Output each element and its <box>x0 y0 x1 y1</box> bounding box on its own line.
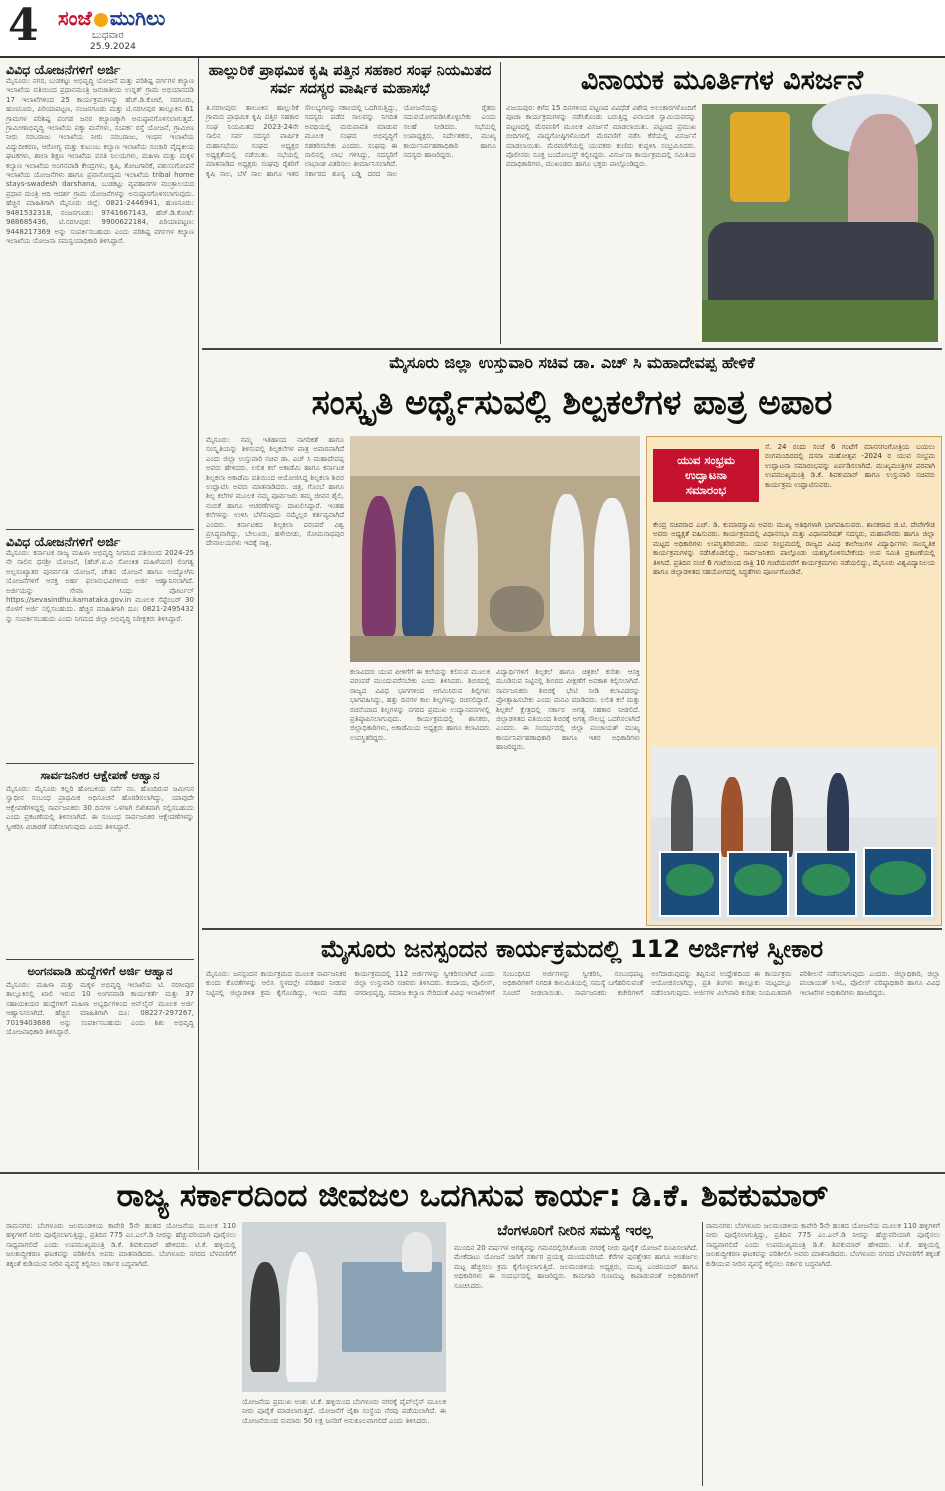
person <box>550 494 584 636</box>
ground <box>702 300 938 342</box>
section-divider <box>202 348 942 350</box>
event-poster <box>659 851 721 917</box>
water-headline: ರಾಜ್ಯ ಸರ್ಕಾರದಿಂದ ಜೀವಜಲ ಒದಗಿಸುವ ಕಾರ್ಯ: ಡಿ.ಕೆ. ಶಿವಕುಮಾರ್ <box>116 1178 829 1214</box>
person <box>721 777 743 857</box>
sculpture-kicker: ಮೈಸೂರು ಜಿಲ್ಲಾ ಉಸ್ತುವಾರಿ ಸಚಿವ ಡಾ. ಎಚ್ ಸಿ ಮಹಾದೇವಪ್ಪ ಹೇಳಿಕೆ <box>389 353 755 372</box>
cooperative-story <box>204 62 496 98</box>
left-block3-body: ಮೈಸೂರು: ಮೈಸೂರು ಕಲ್ಲರಿ ಹೋಬಳಿಯ ಸರ್ವೆ ನಂ. ಹೊಂದಿರುವ ಜಮೀನಿನ ಸ್ವಾಧೀನ ಸಂಬಂಧ ಪ್ರಾಥಮಿಕ ಅಧಿಸೂಚನೆ ಹೊರಡಿಸಲಾಗಿದ್ದು, ಯಾವುದೇ ಆಕ್ಷೇಪಣೆಗಳಿದ್ದಲ್ಲಿ ಸಾರ್ವಜನಿಕರು 30 ದಿನಗಳ ಒಳಗಾಗಿ ಲಿಖಿತವಾಗಿ ಸಲ್ಲಿಸಬಹುದು ಎಂದು ಪ್ರಕಟಣೆಯಲ್ಲಿ ತಿಳಿಸಲಾಗಿದೆ. ಈ ಸಂಬಂಧ ಸಾರ್ವಜನಿಕರ ಆಕ್ಷೇಪಣೆಗಳನ್ನು ಸ್ವೀಕರಿಸಿ ವಿಚಾರಣೆ ನಡೆಸಲಾಗುವುದು ಎಂದು ತಿಳಿಸಿದ್ದಾರೆ. <box>6 785 197 831</box>
vinayaka-body: ವಿಜಯಪುರ: ಕಳೆದ 15 ದಿನಗಳಿಂದ ಪಟ್ಟಣದ ವಿವಿಧೆಡೆ ವಿಶೇಷ ಅಲಂಕಾರಗಳೊಂದಿಗೆ ಪೂಜಾ ಕಾರ್ಯಕ್ರಮಗಳನ್ನು ನಡೆಸಿಕೊಂಡು ಬರುತ್ತಿದ್ದ ವಿನಾಯಕ ಸ್ವಾಮಿಯವರನ್ನು ಪಟ್ಟಣದಲ್ಲಿ ಮೆರವಣಿಗೆ ಮೂಲಕ ವಿಸರ್ಜನೆ ಮಾಡಲಾಯಿತು. ಪಟ್ಟಣದ ಪ್ರಮುಖ ಬೀದಿಗಳಲ್ಲಿ ವಾದ್ಯಗೋಷ್ಠಿಗಳೊಂದಿಗೆ ಮೆರವಣಿಗೆ ನಡೆಸಿ ಕೆರೆಯಲ್ಲಿ ವಿಸರ್ಜನೆ ಮಾಡಲಾಯಿತು. ಮೆರವಣಿಗೆಯಲ್ಲಿ ಯುವಕರು ಕುಣಿದು ಕುಪ್ಪಳಿಸಿ ಸಂಭ್ರಮಿಸಿದರು. ಪೊಲೀಸರು ಸೂಕ್ತ ಬಂದೋಬಸ್ತ್ ಕಲ್ಪಿಸಿದ್ದರು. ವಿಸರ್ಜನಾ ಕಾರ್ಯಕ್ರಮದಲ್ಲಿ ಸಮಿತಿಯ ಪದಾಧಿಕಾರಿಗಳು, ಮುಖಂಡರು ಹಾಗೂ ಭಕ್ತರು ಪಾಲ್ಗೊಂಡಿದ್ದರು. <box>506 104 699 169</box>
janaspandana-headline: ಮೈಸೂರು ಜನಸ್ಪಂದನ ಕಾರ್ಯಕ್ರಮದಲ್ಲಿ 112 ಅರ್ಜಿಗಳ ಸ್ವೀಕಾರ <box>320 935 824 963</box>
left-block4-body: ಮೈಸೂರು: ಮಹಿಳಾ ಮತ್ತು ಮಕ್ಕಳ ಅಭಿವೃದ್ಧಿ ಇಲಾಖೆಯ ಟಿ. ನರಸೀಪುರ ತಾಲ್ಲೂಕಿನಲ್ಲಿ ಖಾಲಿ ಇರುವ 10 ಅಂಗನವಾಡಿ ಕಾರ್ಯಕರ್ತೆ ಮತ್ತು 37 ಸಹಾಯಕಿಯರ ಹುದ್ದೆಗಳಿಗೆ ಮಹಿಳಾ ಅಭ್ಯರ್ಥಿಗಳಿಂದ ಆನ್‌ಲೈನ್ ಮೂಲಕ ಅರ್ಜಿ ಆಹ್ವಾನಿಸಲಾಗಿದೆ. ಹೆಚ್ಚಿನ ಮಾಹಿತಿಗಾಗಿ ದೂ: 08227-297267, 7019403686 ಅನ್ನು ಸಂಪರ್ಕಿಸಬಹುದು ಎಂದು ಶಿಶು ಅಭಿವೃದ್ಧಿ ಯೋಜನಾಧಿಕಾರಿ ತಿಳಿಸಿದ್ದಾರೆ. <box>6 981 197 1037</box>
water-body-right: ಮುಂದಿನ 20 ವರ್ಷಗಳ ಅಗತ್ಯವನ್ನು ಗಮನದಲ್ಲಿರಿಸಿಕೊಂಡು ನಗರಕ್ಕೆ ನೀರು ಪೂರೈಕೆ ಯೋಜನೆ ರೂಪಿಸಲಾಗಿದೆ. ಮೇಕೆದಾಟು ಯೋಜನೆ ಜಾರಿಗೆ ಸರ್ಕಾರ ಪ್ರಯತ್ನ ಮುಂದುವರಿಸಿದೆ. ಕೆರೆಗಳ ಪುನಶ್ಚೇತನ ಹಾಗೂ ಅಂತರ್ಜಲ ಮಟ್ಟ ಹೆಚ್ಚಿಸಲು ಕ್ರಮ ಕೈಗೊಳ್ಳಲಾಗುತ್ತಿದೆ. ಜಲಮಂಡಳಿಯ ಅಧ್ಯಕ್ಷರು, ಮುಖ್ಯ ಎಂಜಿನಿಯರ್ ಹಾಗೂ ಅಧಿಕಾರಿಗಳು ಈ ಸಂದರ್ಭದಲ್ಲಿ ಹಾಜರಿದ್ದರು. ಕಾಮಗಾರಿ ಗುಣಮಟ್ಟ ಕಾಪಾಡುವಂತೆ ಅಧಿಕಾರಿಗಳಿಗೆ ಸೂಚಿಸಿದರು. <box>454 1244 701 1290</box>
person <box>402 1232 432 1272</box>
event-poster <box>795 851 857 917</box>
event-poster <box>863 847 933 917</box>
shivakumar-inspection-photo <box>242 1222 446 1392</box>
person <box>286 1252 318 1382</box>
ganesha-immersion-photo <box>702 104 938 342</box>
divider <box>6 959 194 960</box>
column-divider <box>500 62 501 344</box>
poster-release-photo <box>651 747 937 921</box>
badge-line-3: ಸಮಾರಂಭ <box>685 483 727 497</box>
display-board <box>342 1262 442 1352</box>
water-body-left: ರಾಮನಗರ: ಬೆಂಗಳೂರು ಜಲಮಂಡಳಿಯ ಕಾವೇರಿ 5ನೇ ಹಂತದ ಯೋಜನೆಯ ಮೂಲಕ 110 ಹಳ್ಳಿಗಳಿಗೆ ನೀರು ಪೂರೈಸಲಾಗುತ್ತಿದ್ದು, ಪ್ರತಿದಿನ 775 ಎಂ.ಎಲ್.ಡಿ ನೀರನ್ನು ಹೆಚ್ಚುವರಿಯಾಗಿ ಪೂರೈಸಲು ಸಾಧ್ಯವಾಗಲಿದೆ ಎಂದು ಉಪಮುಖ್ಯಮಂತ್ರಿ ಡಿ.ಕೆ. ಶಿವಕುಮಾರ್ ಹೇಳಿದರು. ಟಿ.ಕೆ. ಹಳ್ಳಿಯಲ್ಲಿ ಜಲಶುದ್ಧೀಕರಣ ಘಟಕವನ್ನು ಪರಿಶೀಲಿಸಿ ಅವರು ಮಾತನಾಡಿದರು. ಬೆಂಗಳೂರು ನಗರದ ಬೆಳವಣಿಗೆಗೆ ತಕ್ಕಂತೆ ಕುಡಿಯುವ ನೀರಿನ ವ್ಯವಸ್ಥೆ ಕಲ್ಪಿಸಲು ಸರ್ಕಾರ ಬದ್ಧವಾಗಿದೆ. <box>6 1222 239 1268</box>
water-body-continued: ರಾಮನಗರ: ಬೆಂಗಳೂರು ಜಲಮಂಡಳಿಯ ಕಾವೇರಿ 5ನೇ ಹಂತದ ಯೋಜನೆಯ ಮೂಲಕ 110 ಹಳ್ಳಿಗಳಿಗೆ ನೀರು ಪೂರೈಸಲಾಗುತ್ತಿದ್ದು, ಪ್ರತಿದಿನ 775 ಎಂ.ಎಲ್.ಡಿ ನೀರನ್ನು ಹೆಚ್ಚುವರಿಯಾಗಿ ಪೂರೈಸಲು ಸಾಧ್ಯವಾಗಲಿದೆ ಎಂದು ಉಪಮುಖ್ಯಮಂತ್ರಿ ಡಿ.ಕೆ. ಶಿವಕುಮಾರ್ ಹೇಳಿದರು. ಟಿ.ಕೆ. ಹಳ್ಳಿಯಲ್ಲಿ ಜಲಶುದ್ಧೀಕರಣ ಘಟಕವನ್ನು ಪರಿಶೀಲಿಸಿ ಅವರು ಮಾತನಾಡಿದರು. ಬೆಂಗಳೂರು ನಗರದ ಬೆಳವಣಿಗೆಗೆ ತಕ್ಕಂತೆ ಕುಡಿಯುವ ನೀರಿನ ವ್ಯವಸ್ಥೆ ಕಲ್ಪಿಸಲು ಸರ್ಕಾರ ಬದ್ಧವಾಗಿದೆ. <box>706 1222 943 1268</box>
issue-day: ಬುಧವಾರ <box>92 30 124 41</box>
left-block2-title: ವಿವಿಧ ಯೋಜನೆಗಳಿಗೆ ಅರ್ಜಿ <box>6 534 121 549</box>
badge-line-2: ಉದ್ಘಾಟನಾ <box>685 468 727 482</box>
person <box>827 773 849 855</box>
sculpture-headline: ಸಂಸ್ಕೃತಿ ಅರ್ಥೈಸುವಲ್ಲಿ ಶಿಲ್ಪಕಲೆಗಳ ಪಾತ್ರ ಅಪಾರ <box>311 383 833 423</box>
crowd <box>708 222 934 302</box>
section-divider <box>202 928 942 930</box>
cooperative-body: ತಿ.ನರಸೀಪುರ: ತಾಲೂಕಿನ ಹಾಲ್ಲುರಿಕೆ ಗ್ರಾಮದ ಪ್ರಾಥಮಿಕ ಕೃಷಿ ಪತ್ತಿನ ಸಹಕಾರ ಸಂಘ ನಿಯಮಿತದ 2023-24ನೇ ಸಾಲಿನ ಸರ್ವ ಸದಸ್ಯರ ವಾರ್ಷಿಕ ಮಹಾಸಭೆಯು ಸಂಘದ ಅಧ್ಯಕ್ಷರ ಅಧ್ಯಕ್ಷತೆಯಲ್ಲಿ ನಡೆಯಿತು. ಸಭೆಯಲ್ಲಿ ಮಾತನಾಡಿದ ಅಧ್ಯಕ್ಷರು ಸಂಘವು ರೈತರಿಗೆ ಕೃಷಿ ಸಾಲ, ಬೆಳೆ ಸಾಲ ಹಾಗೂ ಇತರ ಸೌಲಭ್ಯಗಳನ್ನು ಸಕಾಲದಲ್ಲಿ ಒದಗಿಸುತ್ತಿದ್ದು, ಸದಸ್ಯರು ಪಡೆದ ಸಾಲವನ್ನು ನಿಗದಿತ ಅವಧಿಯಲ್ಲಿ ಮರುಪಾವತಿ ಮಾಡುವ ಮೂಲಕ ಸಂಘದ ಅಭಿವೃದ್ಧಿಗೆ ಸಹಕರಿಸಬೇಕು ಎಂದರು. ಸಂಘವು ಈ ಸಾಲಿನಲ್ಲಿ ಲಾಭ ಗಳಿಸಿದ್ದು, ಸದಸ್ಯರಿಗೆ ಲಾಭಾಂಶ ವಿತರಿಸಲು ತೀರ್ಮಾನಿಸಲಾಗಿದೆ. ಸರ್ಕಾರದ ಶೂನ್ಯ ಬಡ್ಡಿ ದರದ ಸಾಲ ಯೋಜನೆಯನ್ನು ರೈತರು ಸದುಪಯೋಗಪಡಿಸಿಕೊಳ್ಳಬೇಕು ಎಂದು ಸಲಹೆ ನೀಡಿದರು. ಸಭೆಯಲ್ಲಿ ಉಪಾಧ್ಯಕ್ಷರು, ನಿರ್ದೇಶಕರು, ಮುಖ್ಯ ಕಾರ್ಯನಿರ್ವಹಣಾಧಿಕಾರಿ ಹಾಗೂ ಸದಸ್ಯರು ಹಾಜರಿದ್ದರು. <box>206 104 499 178</box>
brand-part-2: ಮುಗಿಲು <box>109 6 166 30</box>
newspaper-brand <box>58 6 165 30</box>
youth-event-intro: ಸೆ. 24 ರಂದು ಸಂಜೆ 6 ಗಂಟೆಗೆ ಮಾನಸಗಂಗೋತ್ರಿಯ ಬಯಲು ರಂಗಮಂದಿರದಲ್ಲಿ ದಸರಾ ಮಹೋತ್ಸವ -2024 ರ ಯುವ ಸಂಭ್ರಮ ಉದ್ಘಾಟನಾ ಸಮಾರಂಭವನ್ನು ಏರ್ಪಡಿಸಲಾಗಿದೆ. ಮುಖ್ಯಮಂತ್ರಿಗಳ ಪರವಾಗಿ ಉಪಮುಖ್ಯಮಂತ್ರಿ ಡಿ.ಕೆ. ಶಿವಕುಮಾರ್ ಹಾಗೂ ಉಸ್ತುವಾರಿ ಸಚಿವರು ಕಾರ್ಯಕ್ರಮ ಉದ್ಘಾಟಿಸುವರು. <box>765 443 938 489</box>
section-divider <box>0 1172 945 1174</box>
sculpture-body-right: ವಿದ್ಯಾರ್ಥಿಗಳಿಗೆ ಶಿಲ್ಪಕಲೆ ಹಾಗೂ ಚಿತ್ರಕಲೆ ಕುರಿತು ಆಸಕ್ತಿ ಮೂಡಿಸುವ ನಿಟ್ಟಿನಲ್ಲಿ ಶಿಬಿರದ ವೀಕ್ಷಣೆಗೆ ಅವಕಾಶ ಕಲ್ಪಿಸಲಾಗಿದೆ. ಸಾರ್ವಜನಿಕರು ಶಿಬಿರಕ್ಕೆ ಭೇಟಿ ನೀಡಿ ಕಲಾವಿದರನ್ನು ಪ್ರೋತ್ಸಾಹಿಸಬೇಕು ಎಂದು ಮನವಿ ಮಾಡಿದರು. ಲಲಿತ ಕಲೆ ಮತ್ತು ಶಿಲ್ಪಕಲೆ ಕ್ಷೇತ್ರದಲ್ಲಿ ಸರ್ಕಾರ ಅಗತ್ಯ ಸಹಕಾರ ನೀಡಲಿದೆ. ಜಿಲ್ಲಾಡಳಿತದ ವತಿಯಿಂದ ಶಿಬಿರಕ್ಕೆ ಅಗತ್ಯ ಸೌಲಭ್ಯ ಒದಗಿಸಲಾಗಿದೆ ಎಂದರು. ಈ ಸಂದರ್ಭದಲ್ಲಿ ಜಿಲ್ಲಾ ಪಂಚಾಯತ್ ಮುಖ್ಯ ಕಾರ್ಯನಿರ್ವಹಣಾಧಿಕಾರಿ ಹಾಗೂ ಇತರ ಅಧಿಕಾರಿಗಳು ಹಾಜರಿದ್ದರು. <box>496 668 643 752</box>
left-block3-title: ಸಾರ್ವಜನಿಕರ ಆಕ್ಷೇಪಣೆ ಆಹ್ವಾನ <box>40 768 160 782</box>
masthead <box>0 0 945 58</box>
column-divider <box>702 1222 703 1486</box>
divider <box>6 529 194 530</box>
cooperative-headline: ಹಾಲ್ಲುರಿಕೆ ಪ್ರಾಥಮಿಕ ಕೃಷಿ ಪತ್ತಿನ ಸಹಕಾರ ಸಂಘ ನಿಯಮಿತದ ಸರ್ವ ಸದಸ್ಯರ ವಾರ್ಷಿಕ ಮಹಾಸಭೆ <box>208 63 492 97</box>
event-poster <box>727 851 789 917</box>
backdrop <box>350 436 640 476</box>
youth-event-box <box>646 436 942 926</box>
sculpture-body-left: ಮೈಸೂರು: ನಮ್ಮ ಇತಿಹಾಸದ ನಾಗರಿಕತೆ ಹಾಗೂ ಸಂಸ್ಕೃತಿಯನ್ನು ತಿಳಿಸುವಲ್ಲಿ ಶಿಲ್ಪಕಲೆಗಳ ಪಾತ್ರ ಅಪಾರವಾಗಿದೆ ಎಂದು ಜಿಲ್ಲಾ ಉಸ್ತುವಾರಿ ಸಚಿವ ಡಾ. ಎಚ್ ಸಿ ಮಹಾದೇವಪ್ಪ ಅವರು ಹೇಳಿದರು. ಲಲಿತ ಕಲೆ ಅಕಾಡೆಮಿ ಹಾಗೂ ಕರ್ನಾಟಕ ಶಿಲ್ಪಕಲಾ ಅಕಾಡೆಮಿ ವತಿಯಿಂದ ಆಯೋಜಿಸಿದ್ದ ಶಿಲ್ಪಕಲಾ ಶಿಬಿರ ಉದ್ಘಾಟಿಸಿ ಅವರು ಮಾತನಾಡಿದರು. ಚಿತ್ರ, ಗೊಂಬೆ ಹಾಗೂ ಶಿಲ್ಪ ಕಲೆಗಳ ಮೂಲಕ ನಮ್ಮ ಪೂರ್ವಜರು ತಮ್ಮ ಜೀವನ ಶೈಲಿ, ನಂಬಿಕೆ ಹಾಗೂ ಆಚರಣೆಗಳನ್ನು ದಾಖಲಿಸಿದ್ದಾರೆ. ಇಂತಹ ಕಲೆಗಳನ್ನು ಉಳಿಸಿ ಬೆಳೆಸುವುದು ನಮ್ಮೆಲ್ಲರ ಕರ್ತವ್ಯವಾಗಿದೆ ಎಂದರು. ಕರ್ನಾಟಕದ ಶಿಲ್ಪಕಲಾ ಪರಂಪರೆ ವಿಶ್ವ ಪ್ರಸಿದ್ಧವಾಗಿದ್ದು, ಬೇಲೂರು, ಹಳೇಬೀಡು, ಸೋಮನಾಥಪುರ ದೇವಾಲಯಗಳು ಇದಕ್ಕೆ ಸಾಕ್ಷಿ. <box>206 436 347 548</box>
vinayaka-headline: ವಿನಾಯಕ ಮೂರ್ತಿಗಳ ವಿಸರ್ಜನೆ <box>580 65 864 96</box>
divider <box>6 763 194 764</box>
water-body-mid: ಯೋಜನೆಯ ಪ್ರಮುಖ ಅಂಶ: ಟಿ.ಕೆ. ಹಳ್ಳಿಯಿಂದ ಬೆಂಗಳೂರು ನಗರಕ್ಕೆ ಪೈಪ್‌ಲೈನ್ ಮೂಲಕ ನೀರು ಪೂರೈಕೆ ಮಾಡಲಾಗುತ್ತದೆ. ಯೋಜನೆಗೆ ಜೈಕಾ ಸಂಸ್ಥೆಯ ನೆರವು ಪಡೆಯಲಾಗಿದೆ. ಈ ಯೋಜನೆಯಿಂದ ಸುಮಾರು 50 ಲಕ್ಷ ಜನರಿಗೆ ಅನುಕೂಲವಾಗಲಿದೆ ಎಂದು ತಿಳಿಸಿದರು. <box>242 1398 449 1425</box>
page-number: 4 <box>8 0 39 51</box>
left-block4-title: ಅಂಗನವಾಡಿ ಹುದ್ದೆಗಳಿಗೆ ಅರ್ಜಿ ಆಹ್ವಾನ <box>27 964 173 978</box>
person <box>250 1262 280 1372</box>
youth-event-badge <box>653 449 759 502</box>
badge-line-1: ಯುವ ಸಂಭ್ರಮ <box>677 453 735 467</box>
left-column <box>6 62 197 1170</box>
person <box>594 498 630 636</box>
sun-icon <box>94 13 108 27</box>
wall <box>651 747 937 817</box>
person <box>771 777 793 857</box>
person <box>402 486 434 636</box>
person <box>444 492 478 636</box>
stone-block <box>490 586 544 632</box>
ganesha-idol <box>848 114 918 232</box>
person <box>362 496 396 636</box>
water-subhead: ಬೆಂಗಳೂರಿಗೆ ನೀರಿನ ಸಮಸ್ಯೆ ಇರಲ್ಲ <box>497 1223 653 1239</box>
janaspandana-body: ಮೈಸೂರು: ಜನಸ್ಪಂದನ ಕಾರ್ಯಕ್ರಮದ ಮೂಲಕ ಸಾರ್ವಜನಿಕರ ಕುಂದು ಕೊರತೆಗಳನ್ನು ಆಲಿಸಿ ಸ್ಥಳದಲ್ಲೇ ಪರಿಹಾರ ನೀಡುವ ನಿಟ್ಟಿನಲ್ಲಿ ಜಿಲ್ಲಾಡಳಿತ ಕ್ರಮ ಕೈಗೊಂಡಿದ್ದು, ಇಂದು ನಡೆದ ಕಾರ್ಯಕ್ರಮದಲ್ಲಿ 112 ಅರ್ಜಿಗಳನ್ನು ಸ್ವೀಕರಿಸಲಾಗಿದೆ ಎಂದು ಜಿಲ್ಲಾ ಉಸ್ತುವಾರಿ ಸಚಿವರು ತಿಳಿಸಿದರು. ಕಂದಾಯ, ಪೊಲೀಸ್, ನಗರಾಭಿವೃದ್ಧಿ, ಸಮಾಜ ಕಲ್ಯಾಣ ಸೇರಿದಂತೆ ವಿವಿಧ ಇಲಾಖೆಗಳಿಗೆ ಸಂಬಂಧಿಸಿದ ಅರ್ಜಿಗಳನ್ನು ಸ್ವೀಕರಿಸಿ, ಸಂಬಂಧಪಟ್ಟ ಅಧಿಕಾರಿಗಳಿಗೆ ನಿಗದಿತ ಕಾಲಮಿತಿಯಲ್ಲಿ ಸಮಸ್ಯೆ ಬಗೆಹರಿಸುವಂತೆ ಸೂಚನೆ ನೀಡಲಾಯಿತು. ಸಾರ್ವಜನಿಕರು ಕಚೇರಿಗಳಿಗೆ ಅಲೆದಾಡುವುದನ್ನು ತಪ್ಪಿಸುವ ಉದ್ದೇಶದಿಂದ ಈ ಕಾರ್ಯಕ್ರಮ ಆಯೋಜಿಸಲಾಗಿದ್ದು, ಪ್ರತಿ ತಿಂಗಳು ತಾಲ್ಲೂಕು ಮಟ್ಟದಲ್ಲೂ ನಡೆಸಲಾಗುವುದು. ಅರ್ಜಿಗಳ ವಿಲೇವಾರಿ ಕುರಿತು ನಿಯಮಿತವಾಗಿ ಪರಿಶೀಲನೆ ನಡೆಸಲಾಗುವುದು ಎಂದರು. ಜಿಲ್ಲಾಧಿಕಾರಿ, ಜಿಲ್ಲಾ ಪಂಚಾಯತ್ ಸಿಇಓ, ಪೊಲೀಸ್ ವರಿಷ್ಠಾಧಿಕಾರಿ ಹಾಗೂ ವಿವಿಧ ಇಲಾಖೆಗಳ ಅಧಿಕಾರಿಗಳು ಹಾಜರಿದ್ದರು. <box>206 970 943 997</box>
youth-event-body: ಕೇಂದ್ರ ಸಚಿವರಾದ ಎಚ್. ಡಿ. ಕುಮಾರಸ್ವಾಮಿ ಅವರು ಮುಖ್ಯ ಅತಿಥಿಗಳಾಗಿ ಭಾಗವಹಿಸುವರು. ಶಾಸಕರಾದ ಜಿ.ಟಿ. ದೇವೇಗೌಡ ಅವರು ಅಧ್ಯಕ್ಷತೆ ವಹಿಸುವರು. ಕಾರ್ಯಕ್ರಮದಲ್ಲಿ ವಿಧಾನಸಭಾ ಮತ್ತು ವಿಧಾನಪರಿಷತ್ ಸದಸ್ಯರು, ಮಹಾಪೌರರು ಹಾಗೂ ಜಿಲ್ಲಾ ಮಟ್ಟದ ಅಧಿಕಾರಿಗಳು ಉಪಸ್ಥಿತರಿರುವರು. ಯುವ ಸಂಭ್ರಮದಲ್ಲಿ ರಾಜ್ಯದ ವಿವಿಧ ಕಾಲೇಜುಗಳ ವಿದ್ಯಾರ್ಥಿಗಳು ಸಾಂಸ್ಕೃತಿಕ ಕಾರ್ಯಕ್ರಮಗಳನ್ನು ನಡೆಸಿಕೊಡಲಿದ್ದು, ಸಾರ್ವಜನಿಕರು ಪಾಲ್ಗೊಂಡು ಯಶಸ್ವಿಗೊಳಿಸಬೇಕೆಂದು ಉಪ ಸಮಿತಿ ಪ್ರಕಟಣೆಯಲ್ಲಿ ತಿಳಿಸಿದೆ. ಪ್ರತಿದಿನ ಸಂಜೆ 6 ಗಂಟೆಯಿಂದ ರಾತ್ರಿ 10 ಗಂಟೆಯವರೆಗೆ ಕಾರ್ಯಕ್ರಮಗಳು ನಡೆಯಲಿದ್ದು, ಮೈಸೂರು ವಿಶ್ವವಿದ್ಯಾನಿಲಯ ಹಾಗೂ ಜಿಲ್ಲಾಡಳಿತದ ಸಹಯೋಗದಲ್ಲಿ ಸಿದ್ಧತೆಗಳು ಪೂರ್ಣಗೊಂಡಿವೆ. <box>653 521 938 577</box>
left-block1-title: ವಿವಿಧ ಯೋಜನೆಗಳಿಗೆ ಅರ್ಜಿ <box>6 62 121 77</box>
left-block2-body: ಮೈಸೂರು: ಕರ್ನಾಟಕ ರಾಜ್ಯ ಮಹಿಳಾ ಅಭಿವೃದ್ಧಿ ನಿಗಮದ ವತಿಯಿಂದ 2024-25 ನೇ ಸಾಲಿನ ಧನಶ್ರೀ ಯೋಜನೆ, (ಹೆಚ್.ಐ.ವಿ ಸೋಂಕಿತ ಮಹಿಳೆಯರ) ಲಿಂಗತ್ವ ಅಲ್ಪಸಂಖ್ಯಾತರ ಪುನರ್ವಸತಿ ಯೋಜನೆ, ಚೇತನ ಯೋಜನೆ ಹಾಗೂ ಉದ್ಯೋಗಿನಿ ಯೋಜನೆಗಳಿಗೆ ಆಸಕ್ತ ಅರ್ಹ ಫಲಾನುಭವಿಗಳಿಂದ ಅರ್ಜಿ ಆಹ್ವಾನಿಸಲಾಗಿದೆ. ಅರ್ಜಿಯನ್ನು ಸೇವಾ ಸಿಂಧು ಪೋರ್ಟಲ್ https://sevasindhu.karnataka.gov.in ಮೂಲಕ ಸೆಪ್ಟೆಂಬರ್ 30 ರೊಳಗೆ ಅರ್ಜಿ ಸಲ್ಲಿಸಬಹುದು. ಹೆಚ್ಚಿನ ಮಾಹಿತಿಗಾಗಿ ದೂ: 0821-2495432 ನ್ನು ಸಂಪರ್ಕಿಸಬಹುದು ಎಂದು ನಿಗಮದ ಜಿಲ್ಲಾ ಅಭಿವೃದ್ಧಿ ನಿರೀಕ್ಷಕರು ತಿಳಿಸಿದ್ದಾರೆ. <box>6 549 197 623</box>
column-divider <box>198 58 199 1170</box>
crane-shape <box>730 112 790 202</box>
brand-part-1: ಸಂಜೆ <box>58 6 92 30</box>
person <box>671 775 693 855</box>
sculpture-camp-photo <box>350 436 640 662</box>
floor <box>350 636 640 662</box>
issue-date: 25.9.2024 <box>90 42 136 52</box>
sculpture-body-mid: ಕಲಾವಿದರು ಯುವ ಪೀಳಿಗೆಗೆ ಈ ಕಲೆಯನ್ನು ಕಲಿಸುವ ಮೂಲಕ ಪರಂಪರೆ ಮುಂದುವರೆಸಬೇಕು ಎಂದು ತಿಳಿಸಿದರು. ಶಿಬಿರದಲ್ಲಿ ರಾಜ್ಯದ ವಿವಿಧ ಭಾಗಗಳಿಂದ ಆಗಮಿಸಿರುವ ಶಿಲ್ಪಿಗಳು ಭಾಗವಹಿಸಿದ್ದು, ಹತ್ತು ದಿನಗಳ ಕಾಲ ಶಿಲ್ಪಗಳನ್ನು ರಚಿಸಲಿದ್ದಾರೆ. ರಚನೆಯಾದ ಶಿಲ್ಪಗಳನ್ನು ನಗರದ ಪ್ರಮುಖ ಉದ್ಯಾನವನಗಳಲ್ಲಿ ಪ್ರತಿಷ್ಠಾಪಿಸಲಾಗುವುದು. ಕಾರ್ಯಕ್ರಮದಲ್ಲಿ ಶಾಸಕರು, ಜಿಲ್ಲಾಧಿಕಾರಿಗಳು, ಅಕಾಡೆಮಿಯ ಅಧ್ಯಕ್ಷರು ಹಾಗೂ ಕಲಾವಿದರು ಉಪಸ್ಥಿತರಿದ್ದರು. <box>350 668 493 742</box>
left-block1-body: ಮೈಸೂರು: ನಗರ, ಬುಡಕಟ್ಟು ಅಭಿವೃದ್ಧಿ ಯೋಜನೆ ಮತ್ತು ಪರಿಶಿಷ್ಟ ವರ್ಗಗಳ ಕಲ್ಯಾಣ ಇಲಾಖೆಯ ವತಿಯಿಂದ ಪ್ರಧಾನಮಂತ್ರಿ ಜನಜಾತೀಯ ಉನ್ನತ್ ಗ್ರಾಮ ಅಭಿಯಾನದಡಿ 17 ಇಲಾಖೆಗಳಿಂದ 25 ಕಾರ್ಯಕ್ರಮಗಳನ್ನು ಹೆಚ್.ಡಿ.ಕೋಟೆ, ಸರಗೂರು, ಹುಣಸೂರು, ಪಿರಿಯಾಪಟ್ಟಣ, ನಂಜನಗೂಡು ಮತ್ತು ಟಿ.ನರಸೀಪುರ ತಾಲ್ಲೂಕಿನ 61 ಗ್ರಾಮಗಳ ಪರಿಶಿಷ್ಟ ಪಂಗಡ ಜನರ ಕಲ್ಯಾಣಕ್ಕಾಗಿ ಅನುಷ್ಠಾನಗೊಳಿಸಲಾಗುತ್ತದೆ. ಗ್ರಾಮೀಣಾಭಿವೃದ್ಧಿ ಇಲಾಖೆಯ ಪಕ್ಕಾ ಮನೆಗಳು, ಸಂಪರ್ಕ ರಸ್ತೆ ಯೋಜನೆ, ಗ್ರಾಮೀಣ ನೀರು ಸರಬರಾಜು ಇಲಾಖೆಯ ನೀರು ಸರಬರಾಜು, ಇಂಧನ ಇಲಾಖೆಯ ವಿದ್ಯುದೀಕರಣ, ಆರೋಗ್ಯ ಮತ್ತು ಕುಟುಂಬ ಕಲ್ಯಾಣ ಇಲಾಖೆಯ ಸಂಚಾರಿ ವೈದ್ಯಕೀಯ ಘಟಕಗಳು, ಶಾಲಾ ಶಿಕ್ಷಣ ಇಲಾಖೆಯ ವಸತಿ ನಿಲಯಗಳು, ಮಹಿಳಾ ಮತ್ತು ಮಕ್ಕಳ ಕಲ್ಯಾಣ ಇಲಾಖೆಯ ಅಂಗನವಾಡಿ ಕೇಂದ್ರಗಳು, ಕೃಷಿ, ತೋಟಗಾರಿಕೆ, ಪಶುಸಂಗೋಪನೆ ಇಲಾಖೆಯ ಯೋಜನೆಗಳು ಹಾಗೂ ಪ್ರವಾಸೋದ್ಯಮ ಇಲಾಖೆಯ tribal home stays-swadesh darshana, ಬುಡಕಟ್ಟು ವ್ಯವಹಾರಗಳ ಮಂತ್ರಾಲಯದ ಪ್ರಧಾನ ಮಂತ್ರಿ ಆದಿ ಆದರ್ಶ ಗ್ರಾಮ ಯೋಜನೆಗಳನ್ನು ಅನುಷ್ಠಾನಗೊಳಿಸಲಾಗುವುದು. ಹೆಚ್ಚಿನ ಮಾಹಿತಿಗಾಗಿ ಮೈಸೂರು ಜಿಲ್ಲೆ: 0821-2446941, ಹುಣಸೂರು: 9481532318, ನಂಜನಗೂಡು: 9741667143, ಹೆಚ್.ಡಿ.ಕೋಟೆ: 988685436, ಟಿ.ನರಸೀಪುರ: 9900622184, ಪಿರಿಯಾಪಟ್ಟಣ: 9448217369 ಅನ್ನು ಸಂಪರ್ಕಿಸಬಹುದು ಎಂದು ಪರಿಶಿಷ್ಟ ವರ್ಗಗಳ ಕಲ್ಯಾಣ ಇಲಾಖೆಯ ಯೋಜನಾ ಸಮನ್ವಯಾಧಿಕಾರಿ ತಿಳಿಸಿದ್ದಾರೆ. <box>6 77 197 245</box>
